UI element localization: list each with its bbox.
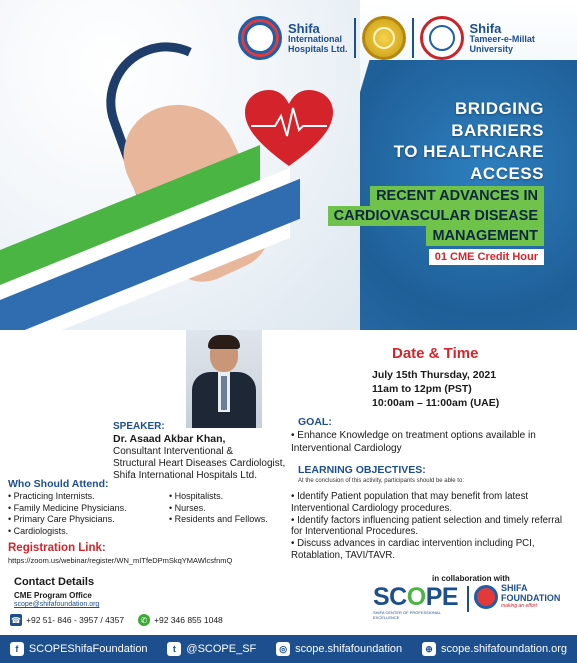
logo-divider (354, 18, 356, 58)
scope-logo: SCOPE SHIFA CENTER OF PROFESSIONAL EXCELLENCE (373, 583, 459, 620)
phone-icon: ☎ (11, 615, 21, 625)
list-item: • Practicing Internists. (8, 491, 95, 501)
shifa-foundation-logo: SHIFA FOUNDATION making an effort (474, 584, 560, 609)
objectives-heading: LEARNING OBJECTIVES: (298, 464, 426, 476)
phone-number[interactable]: +92 51- 846 - 3957 / 4357 (26, 615, 125, 625)
topic-title-line: CARDIOVASCULAR DISEASE (328, 206, 544, 226)
event-date: July 15th Thursday, 2021 (372, 369, 497, 381)
speaker-photo (186, 330, 262, 428)
list-item: • Residents and Fellows. (169, 514, 268, 524)
list-item: • Family Medicine Physicians. (8, 502, 127, 513)
whatsapp-contact (138, 614, 223, 626)
speaker-affiliation: Shifa International Hospitals Ltd. (113, 470, 257, 481)
list-item: • Nurses. (169, 502, 206, 513)
contact-email-link[interactable]: scope@shifafoundation.org (14, 601, 100, 608)
facebook-link[interactable]: f SCOPEShifaFoundation (10, 642, 148, 656)
registration-link[interactable]: https://zoom.us/webinar/register/WN_mITfeDPmSkqYMAWlcsfnmQ (8, 556, 233, 565)
university-name: Shifa Tameer-e-Millat University (469, 20, 535, 54)
objectives-intro: At the conclusion of this activity, participants should be able to: (298, 478, 464, 484)
instagram-link[interactable]: ◎ scope.shifafoundation (276, 642, 402, 656)
instagram-icon: ◎ (276, 642, 290, 656)
speaker-role: Consultant Interventional & (113, 446, 234, 457)
logo-divider (467, 586, 469, 612)
logo-divider (412, 18, 414, 58)
objectives-list (291, 491, 573, 562)
list-item: • Hospitalists. (169, 491, 224, 501)
speaker-role: Structural Heart Diseases Cardiologist, (113, 458, 286, 469)
speaker-name: Dr. Asaad Akbar Khan, (113, 433, 226, 445)
event-time-pst: 11am to 12pm (PST) (372, 383, 472, 395)
phone-contact (10, 614, 124, 626)
shifa-hospital-name: Shifa International Hospitals Ltd. (288, 20, 348, 54)
date-time-heading: Date & Time (392, 345, 479, 362)
twitter-icon: t (167, 642, 181, 656)
website-link[interactable]: ⊕ scope.shifafoundation.org (422, 642, 567, 656)
list-item: • Discuss advances in cardiac intervention including PCI, Rotablation, TAVI/TAVR. (291, 538, 535, 561)
list-item: • Identify Patient population that may benefit from latest Interventional Cardiology procedures. (291, 491, 529, 514)
globe-icon: ⊕ (422, 642, 436, 656)
audience-heading: Who Should Attend: (8, 478, 109, 490)
whatsapp-number[interactable]: +92 346 855 1048 (154, 615, 223, 625)
list-item: • Cardiologists. (8, 525, 69, 536)
audience-list (169, 491, 268, 526)
accreditation-seal-icon (362, 16, 406, 60)
list-item: • Identify factors influencing patient selection and timely referral for Interventional Procedures. (291, 514, 563, 538)
header-logos (238, 12, 568, 64)
event-time-uae: 10:00am – 11:00am (UAE) (372, 397, 500, 409)
topic-title-line: MANAGEMENT (426, 226, 544, 246)
topic-title-line: RECENT ADVANCES IN (370, 186, 544, 206)
collaboration-label: in collaboration with (432, 574, 510, 583)
goal-text: • Enhance Knowledge on treatment options available in Interventional Cardiology (291, 430, 536, 454)
twitter-link[interactable]: t @SCOPE_SF (167, 642, 256, 656)
social-footer (0, 635, 577, 663)
facebook-icon: f (10, 642, 24, 656)
event-title: BRIDGING BARRIERS TO HEALTHCARE ACCESS (393, 99, 544, 183)
cme-credit-badge: 01 CME Credit Hour (429, 249, 544, 265)
whatsapp-icon: ✆ (138, 614, 150, 626)
university-logo-icon (420, 16, 464, 60)
audience-list (8, 491, 127, 537)
contact-office: CME Program Office (14, 591, 92, 600)
shifa-hospital-logo-icon (238, 16, 282, 60)
contact-heading: Contact Details (14, 576, 95, 588)
registration-heading: Registration Link: (8, 542, 106, 554)
speaker-label: SPEAKER: (113, 421, 165, 432)
list-item: • Primary Care Physicians. (8, 514, 115, 524)
shifa-foundation-icon (474, 585, 498, 609)
goal-heading: GOAL: (298, 416, 332, 428)
